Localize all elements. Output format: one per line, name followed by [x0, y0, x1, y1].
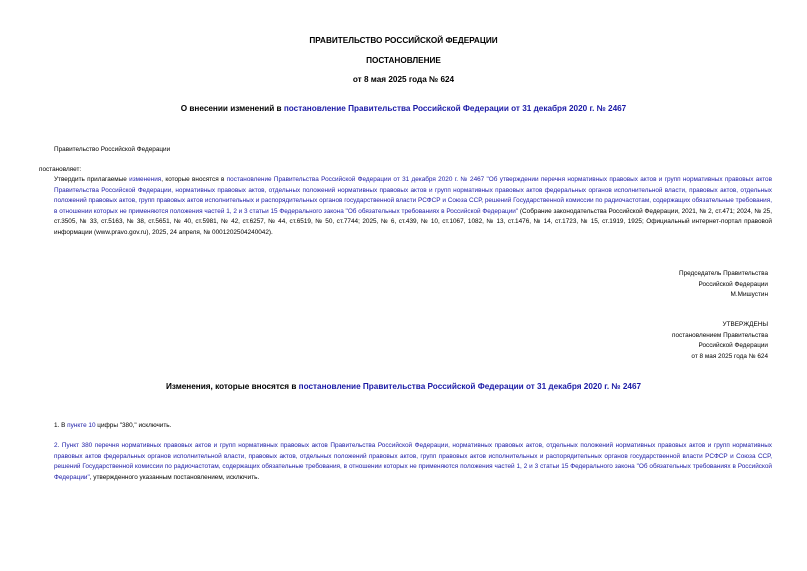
item2-suffix: , утвержденного указанным постановлением, исключить.	[89, 473, 260, 481]
decrees-line: постановляет:	[39, 166, 82, 173]
changes-decree-link[interactable]: постановление Правительства Российской Федерации от 31 декабря 2020 г. № 2467	[298, 382, 642, 391]
change-item-2	[54, 441, 772, 483]
enacting-text-prefix: Утвердить прилагаемые	[54, 176, 130, 183]
signature-position-line2: Российской Федерации	[698, 280, 768, 288]
document-type: ПОСТАНОВЛЕНИЕ	[366, 56, 441, 65]
paragraph-10-link[interactable]: пункте 10	[67, 422, 96, 429]
enacting-paragraph	[54, 175, 772, 239]
changes-link[interactable]: изменения	[129, 176, 162, 183]
enacting-text-mid: , которые вносятся в	[161, 176, 227, 183]
changes-title-prefix: Изменения, которые вносятся в	[165, 382, 299, 391]
signature-block	[679, 269, 768, 301]
document-date-number: от 8 мая 2025 года № 624	[352, 75, 455, 84]
changes-title	[0, 382, 807, 391]
decree-2467-link[interactable]: постановление Правительства Российской Федерации от 31 декабря 2020 г. № 2467 "Об утверждении перечня нормативных правовых актов и групп нормативных правовых актов Правительства Российской Федерации, нормативных правовых актов, отдельных положений нормативных правовых актов и групп нормативных правовых актов федеральных органов исполнительной власти, правовых актов, отдельных положений правовых актов, групп правовых актов исполнительных и распорядительных органов государственной власти РСФСР и Союза ССР, решений Государственной комиссии по радиочастотам, содержащих обязательные требования, в отношении которых не применяются положения частей 1, 2 и 3 статьи 15 Федерального закона "Об обязательных требованиях в Российской Федерации"	[54, 176, 773, 215]
issuing-authority: ПРАВИТЕЛЬСТВО РОССИЙСКОЙ ФЕДЕРАЦИИ	[309, 36, 498, 45]
approval-stamp	[672, 320, 768, 362]
issuer-line: Правительство Российской Федерации	[54, 146, 171, 153]
document-title-prefix: О внесении изменений в	[180, 104, 284, 113]
item1-suffix: цифры "380," исключить.	[95, 422, 172, 429]
amended-decree-link[interactable]: постановление Правительства Российской Федерации от 31 декабря 2020 г. № 2467	[283, 104, 627, 113]
document-title	[0, 104, 807, 113]
enacting-text-suffix: (Собрание законодательства Российской Федерации, 2021, № 2, ст.471; 2024, № 25, ст.3505, № 33, ст.5163, № 38, ст.5651, № 40, ст.5981, № 42, ст.6257, № 44, ст.6519, № 50, ст.7744; 2025, № 6, ст.439, № 10, ст.1067, 1082, № 13, ст.1476, № 14, ст.1723, № 15, ст.1919, 1925; Официальный интернет-портал правовой информации (www.pravo.gov.ru), 2025, 24 апреля, № 0001202504240042).	[54, 207, 772, 236]
change-item-1	[54, 421, 171, 432]
item1-prefix: 1. В	[54, 422, 68, 429]
approval-heading: УТВЕРЖДЕНЫ	[722, 321, 768, 328]
approval-line2: постановлением Правительства	[672, 331, 768, 339]
signature-position-line1: Председатель Правительства	[679, 270, 768, 277]
signatory-name: М.Мишустин	[730, 291, 768, 298]
approval-line3: Российской Федерации	[698, 342, 768, 349]
approval-date: от 8 мая 2025 года № 624	[691, 352, 768, 360]
item-380-link[interactable]: 2. Пункт 380 перечня нормативных правовых актов и групп нормативных правовых актов Правительства Российской Федерации, нормативных правовых актов, отдельных положений нормативных правовых актов и групп нормативных правовых актов федеральных органов исполнительной власти, правовых актов, отдельных положений правовых актов, групп правовых актов исполнительных и распорядительных органов государственной власти РСФСР и Союза ССР, решений Государственной комиссии по радиочастотам, содержащих обязательные требования, в отношении которых не применяются положения частей 1, 2 и 3 статьи 15 Федерального закона "Об обязательных требованиях в Российской Федерации"	[54, 442, 772, 481]
